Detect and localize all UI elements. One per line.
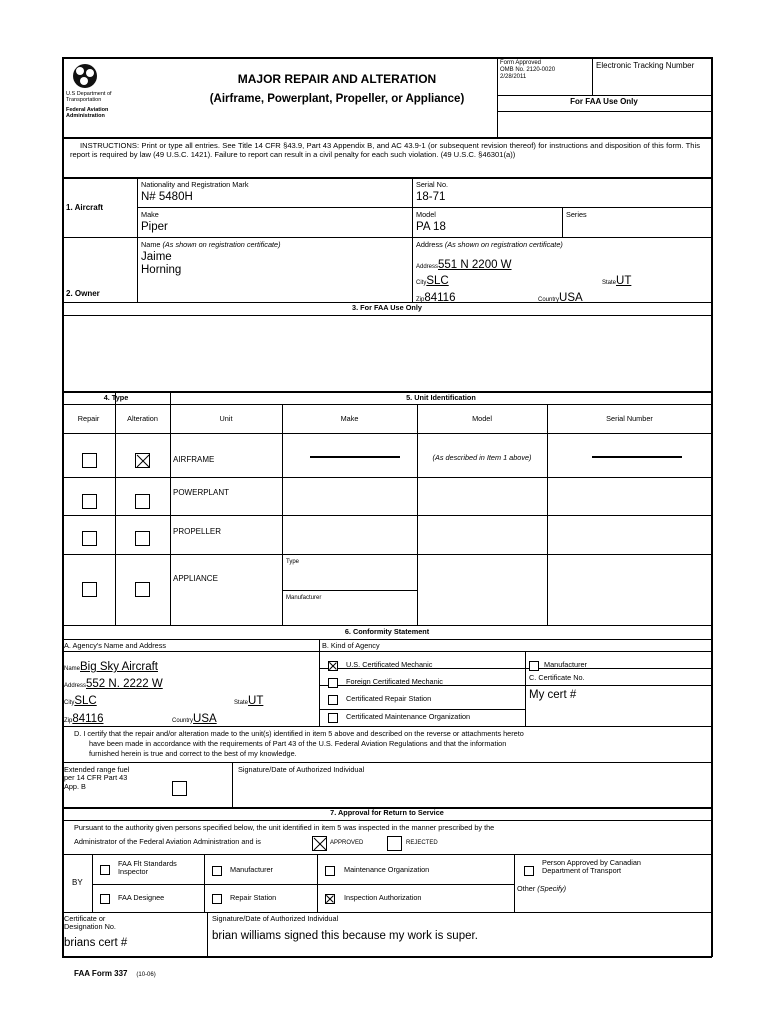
extended-line: App. B (64, 781, 86, 791)
omb-date: 2/28/2011 (500, 74, 527, 81)
approval-maintenance-org-checkbox[interactable] (325, 866, 335, 876)
other-label: Other (517, 884, 536, 893)
owner-state-field[interactable]: UT (616, 275, 632, 287)
extended-line: per 14 CFR Part 43 (64, 773, 128, 783)
other-note: (Specify) (537, 884, 567, 893)
faa-flt-block (118, 860, 177, 877)
maintenance-org-checkbox[interactable] (328, 713, 338, 723)
kind-repair-station: Certificated Repair Station (346, 694, 432, 703)
cert-designation-block (64, 915, 116, 932)
extended-range-checkbox[interactable] (172, 781, 187, 796)
owner-address-field[interactable]: 551 N 2200 W (438, 259, 512, 271)
faa-use-only-header: For FAA Use Only (570, 97, 638, 106)
by-label: BY (72, 878, 83, 887)
agency-name-label: A. Agency's Name and Address (64, 641, 166, 650)
address-prefix: Address (64, 683, 87, 689)
certify-line-1: D. I certify that the repair and/or alteration made to the unit(s) identified in item 5 above and described on the reverse or attachments hereto (74, 729, 524, 738)
kind-maintenance-org: Certificated Maintenance Organization (346, 712, 471, 721)
unit-propeller: PROPELLER (173, 527, 222, 536)
faa-designee-label: FAA Designee (118, 893, 165, 902)
state-prefix: State (234, 700, 249, 706)
name-prefix: Name (64, 666, 81, 672)
certify-line-2: have been made in accordance with the requirements of Part 43 of the U.S. Federal Aviation Regulations and that the information (89, 739, 507, 748)
model-label: Model (416, 210, 436, 219)
owner-name-field-1[interactable]: Jaime (141, 251, 172, 263)
kind-of-agency-label: B. Kind of Agency (322, 641, 380, 650)
col-model: Model (472, 414, 492, 423)
extended-range-block (64, 766, 129, 791)
propeller-alteration-checkbox[interactable] (135, 531, 150, 546)
agency-state-field[interactable]: UT (248, 695, 264, 707)
city-prefix: City (64, 700, 75, 706)
make-field[interactable]: Piper (141, 221, 168, 233)
model-field[interactable]: PA 18 (416, 221, 446, 233)
form-subtitle: (Airframe, Powerplant, Propeller, or Appliance) (209, 93, 465, 105)
pursuant-line-1: Pursuant to the authority given persons specified below, the unit identified in item 5 was inspected in the manner prescribed by the (74, 823, 495, 832)
airframe-model-note: (As described in Item 1 above) (432, 453, 532, 462)
propeller-repair-checkbox[interactable] (82, 531, 97, 546)
powerplant-repair-checkbox[interactable] (82, 494, 97, 509)
agency-name-row (64, 657, 158, 675)
faa-flt-line: Inspector (118, 867, 149, 877)
serial-number-field[interactable]: 18-71 (416, 191, 446, 203)
address-note: (As shown on registration certificate) (444, 240, 563, 249)
faa-form-337 (62, 57, 712, 957)
appliance-type-label: Type (286, 559, 300, 565)
owner-name-label (141, 241, 281, 249)
col-unit: Unit (219, 414, 233, 423)
make-label: Make (141, 210, 159, 219)
agency-line: Transportation (66, 97, 102, 104)
rejected-checkbox[interactable] (387, 836, 402, 851)
owner-address-label (416, 241, 563, 249)
col-serial: Serial Number (606, 414, 653, 423)
owner-section-label: 2. Owner (66, 289, 100, 298)
address-label: Address (416, 240, 443, 249)
faa-flt-line: FAA Flt Standards (118, 859, 177, 868)
canadian-block (542, 859, 641, 876)
col-repair: Repair (77, 414, 100, 423)
unit-powerplant: POWERPLANT (173, 488, 230, 497)
dot-logo (73, 64, 97, 88)
owner-name-field-2[interactable]: Horning (141, 264, 182, 276)
agency-city-field[interactable]: SLC (74, 695, 97, 707)
canadian-line: Person Approved by Canadian (542, 858, 641, 867)
faa-designee-checkbox[interactable] (100, 894, 110, 904)
col-alteration: Alteration (127, 414, 158, 423)
conformity-signature-field[interactable] (234, 777, 709, 805)
footer-form-rev: (10-06) (136, 972, 156, 978)
certificate-no-field[interactable]: My cert # (529, 689, 577, 701)
state-prefix: State (602, 280, 617, 286)
certify-line-3: furnished herein is true and correct to the best of my knowledge. (89, 749, 297, 758)
airframe-make-dash (310, 456, 400, 458)
address-prefix: Address (416, 264, 439, 270)
agency-country-field[interactable]: USA (193, 713, 217, 725)
foreign-mechanic-checkbox[interactable] (328, 678, 338, 688)
omb-block (500, 60, 555, 82)
faa-flt-inspector-checkbox[interactable] (100, 865, 110, 875)
zip-prefix: Zip (64, 718, 73, 724)
owner-country-field[interactable]: USA (559, 292, 583, 304)
appliance-manufacturer-label: Manufacturer (286, 595, 322, 601)
instructions: INSTRUCTIONS: Print or type all entries. See Title 14 CFR §43.9, Part 43 Appendix B, and AC 43.9-1 (or subsequent revision thereof) for instructions and disposition of this form. This report is required by law (49 U.S.C. 1421). Failure to report can result in a civil penalty for each such violation. (49 U.S.C. §46301(a)) (70, 141, 700, 160)
approved-label: APPROVED (330, 840, 364, 846)
owner-country-row (538, 288, 583, 306)
country-prefix: Country (538, 297, 560, 303)
approval-maintenance-org-label: Maintenance Organization (344, 865, 430, 874)
other-specify[interactable] (517, 885, 566, 893)
cert-label-line: Certificate or (64, 914, 106, 923)
pursuant-line-2: Administrator of the Federal Aviation Administration and is (74, 837, 261, 846)
agency-address-field[interactable]: 552 N. 2222 W (86, 678, 163, 690)
agency-name-field[interactable]: Big Sky Aircraft (80, 661, 158, 673)
agency-address-row (64, 674, 163, 692)
form-approved: Form Approved (500, 60, 542, 66)
conformity-signature-label: Signature/Date of Authorized Individual (238, 765, 365, 774)
approval-manufacturer-checkbox[interactable] (212, 866, 222, 876)
kind-us-mechanic: U.S. Certificated Mechanic (346, 660, 433, 669)
us-mechanic-checkbox[interactable] (328, 661, 338, 671)
canadian-line: Department of Transport (542, 866, 622, 876)
extended-line: Extended range fuel (64, 765, 130, 774)
airframe-repair-checkbox[interactable] (82, 453, 97, 468)
name-label: Name (141, 240, 161, 249)
owner-address-row (416, 255, 512, 273)
aircraft-section-label: 1. Aircraft (66, 203, 104, 212)
appliance-alteration-checkbox[interactable] (135, 582, 150, 597)
approval-repair-station-label: Repair Station (230, 893, 277, 902)
owner-zip-field[interactable]: 84116 (424, 292, 456, 304)
form-title: MAJOR REPAIR AND ALTERATION (237, 72, 437, 86)
rejected-label: REJECTED (406, 840, 438, 846)
type-section-label: 4. Type (103, 393, 129, 402)
col-make: Make (340, 414, 359, 423)
kind-foreign-mechanic: Foreign Certificated Mechanic (346, 677, 443, 686)
agency-line: Administration (66, 112, 105, 119)
tracking-label: Electronic Tracking Number (596, 61, 695, 70)
owner-city-row (416, 271, 449, 289)
cert-label-line: Designation No. (64, 922, 116, 932)
manufacturer-checkbox[interactable] (529, 661, 539, 671)
airframe-serial-dash (592, 456, 682, 458)
faa-use-area[interactable] (64, 317, 709, 389)
series-label: Series (566, 210, 587, 219)
agency-zip-row (64, 709, 103, 727)
inspection-authorization-checkbox[interactable] (325, 894, 335, 904)
canadian-dot-checkbox[interactable] (524, 866, 534, 876)
owner-state-row (602, 271, 631, 289)
approval-manufacturer-label: Manufacturer (230, 865, 273, 874)
approval-repair-station-checkbox[interactable] (212, 894, 222, 904)
agency-zip-field[interactable]: 84116 (72, 713, 104, 725)
approval-section-label: 7. Approval for Return to Service (330, 808, 444, 817)
agency-line: U.S Department of (66, 91, 112, 97)
unit-appliance: APPLIANCE (173, 574, 218, 583)
faa-use-section-label: 3. For FAA Use Only (352, 303, 422, 312)
certificate-no-label: C. Certificate No. (529, 673, 585, 682)
agency-state-row (234, 691, 263, 709)
conformity-section-label: 6. Conformity Statement (344, 627, 430, 636)
agency-line: Federal Aviation (66, 106, 109, 113)
serial-label: Serial No. (416, 180, 449, 189)
agency-city-row (64, 691, 97, 709)
nationality-label: Nationality and Registration Mark (141, 180, 249, 189)
unit-airframe: AIRFRAME (173, 455, 215, 464)
designation-no-field[interactable]: brians cert # (64, 937, 128, 949)
agency-country-row (172, 709, 217, 727)
agency-block (66, 91, 112, 119)
unit-id-section-label: 5. Unit Identification (406, 393, 476, 402)
airframe-alteration-checkbox[interactable] (135, 453, 150, 468)
form-footer (74, 963, 156, 981)
approved-checkbox[interactable] (312, 836, 327, 851)
manufacturer-label: Manufacturer (544, 660, 587, 669)
approval-signature-label: Signature/Date of Authorized Individual (212, 914, 339, 923)
omb-number: OMB No. 2120-0020 (500, 67, 556, 74)
zip-prefix: Zip (416, 297, 425, 303)
city-prefix: City (416, 280, 427, 286)
country-prefix: Country (172, 718, 194, 724)
footer-form-name: FAA Form 337 (74, 969, 128, 978)
appliance-repair-checkbox[interactable] (82, 582, 97, 597)
approval-signature-field[interactable]: brian williams signed this because my work is super. (212, 930, 478, 942)
owner-city-field[interactable]: SLC (426, 275, 449, 287)
powerplant-alteration-checkbox[interactable] (135, 494, 150, 509)
repair-station-checkbox[interactable] (328, 695, 338, 705)
name-note: (As shown on registration certificate) (162, 240, 281, 249)
inspection-authorization-label: Inspection Authorization (344, 893, 422, 902)
registration-mark-field[interactable]: N# 5480H (141, 191, 193, 203)
